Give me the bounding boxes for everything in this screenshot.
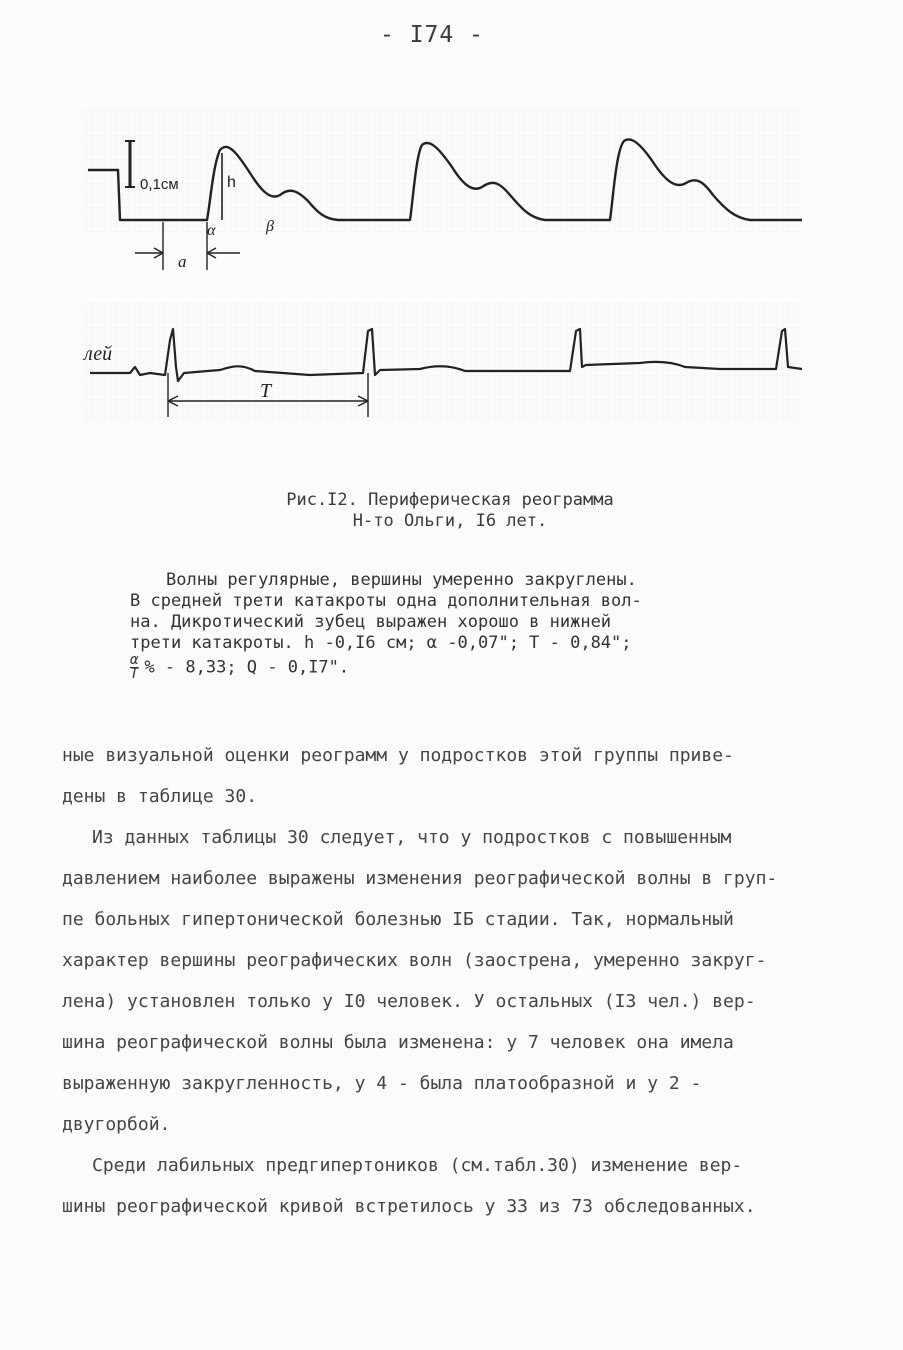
body-line: ные визуальной оценки реограмм у подростков этой группы приве- [62,745,734,766]
body-line: пе больных гипертонической болезнью IБ стадии. Так, нормальный [62,909,734,930]
description-line-1: Волны регулярные, вершины умеренно закруглены. [166,570,637,590]
fraction-numerator: α [130,652,139,668]
caption-line-1: Рис.I2. Периферическая реограмма [286,490,614,510]
description-line-5-text: % - 8,33; Q - 0,I7". [144,657,350,678]
body-line: Среди лабильных предгипертоников (см.табл.30) изменение вер- [92,1155,743,1176]
description-line-5 [130,654,780,681]
figure-description [130,570,780,681]
page-number: - I74 - [380,22,484,48]
caption-line-2: Н-то Ольги, I6 лет. [352,511,548,531]
body-line: шины реографической кривой встретилось у 33 из 73 обследованных. [62,1196,756,1217]
body-line: лена) установлен только у I0 человек. У остальных (I3 чел.) вер- [62,991,756,1012]
ecg-lead-label: лей [84,343,113,365]
rheogram-figure [80,105,810,434]
description-line-4: трети катакроты. h -0,I6 см; α -0,07"; T - 0,84"; [130,633,632,653]
scale-label: 0,1см [140,176,179,193]
body-line: шина реографической волны была изменена: у 7 человек она имела [62,1032,734,1053]
description-line-2: В средней трети катакроты одна дополнительная вол- [130,591,642,611]
ecg-grid [82,303,800,423]
body-line: Из данных таблицы 30 следует, что у подростков с повышенным [92,827,732,848]
beta-label: β [266,218,274,235]
fraction-denominator: T [130,666,139,682]
body-line: дены в таблице 30. [62,786,258,807]
body-line: двугорбой. [62,1114,171,1135]
body-text [62,735,852,1227]
rheogram-grid [82,107,800,235]
figure-caption [150,490,750,532]
body-line: выраженную закругленность, у 4 - была платообразной и у 2 - [62,1073,702,1094]
alpha-label: α [207,222,216,239]
description-line-3: на. Дикротический зубец выражен хорошо в нижней [130,612,612,632]
h-label: h [227,174,236,191]
alpha-over-t-fraction [130,654,138,681]
body-line: характер вершины реографических волн (заострена, умеренно закруг- [62,950,767,971]
T-label: T [260,380,272,402]
body-line: давлением наиболее выражены изменения реографической волны в груп- [62,868,778,889]
a-label: a [178,252,187,271]
